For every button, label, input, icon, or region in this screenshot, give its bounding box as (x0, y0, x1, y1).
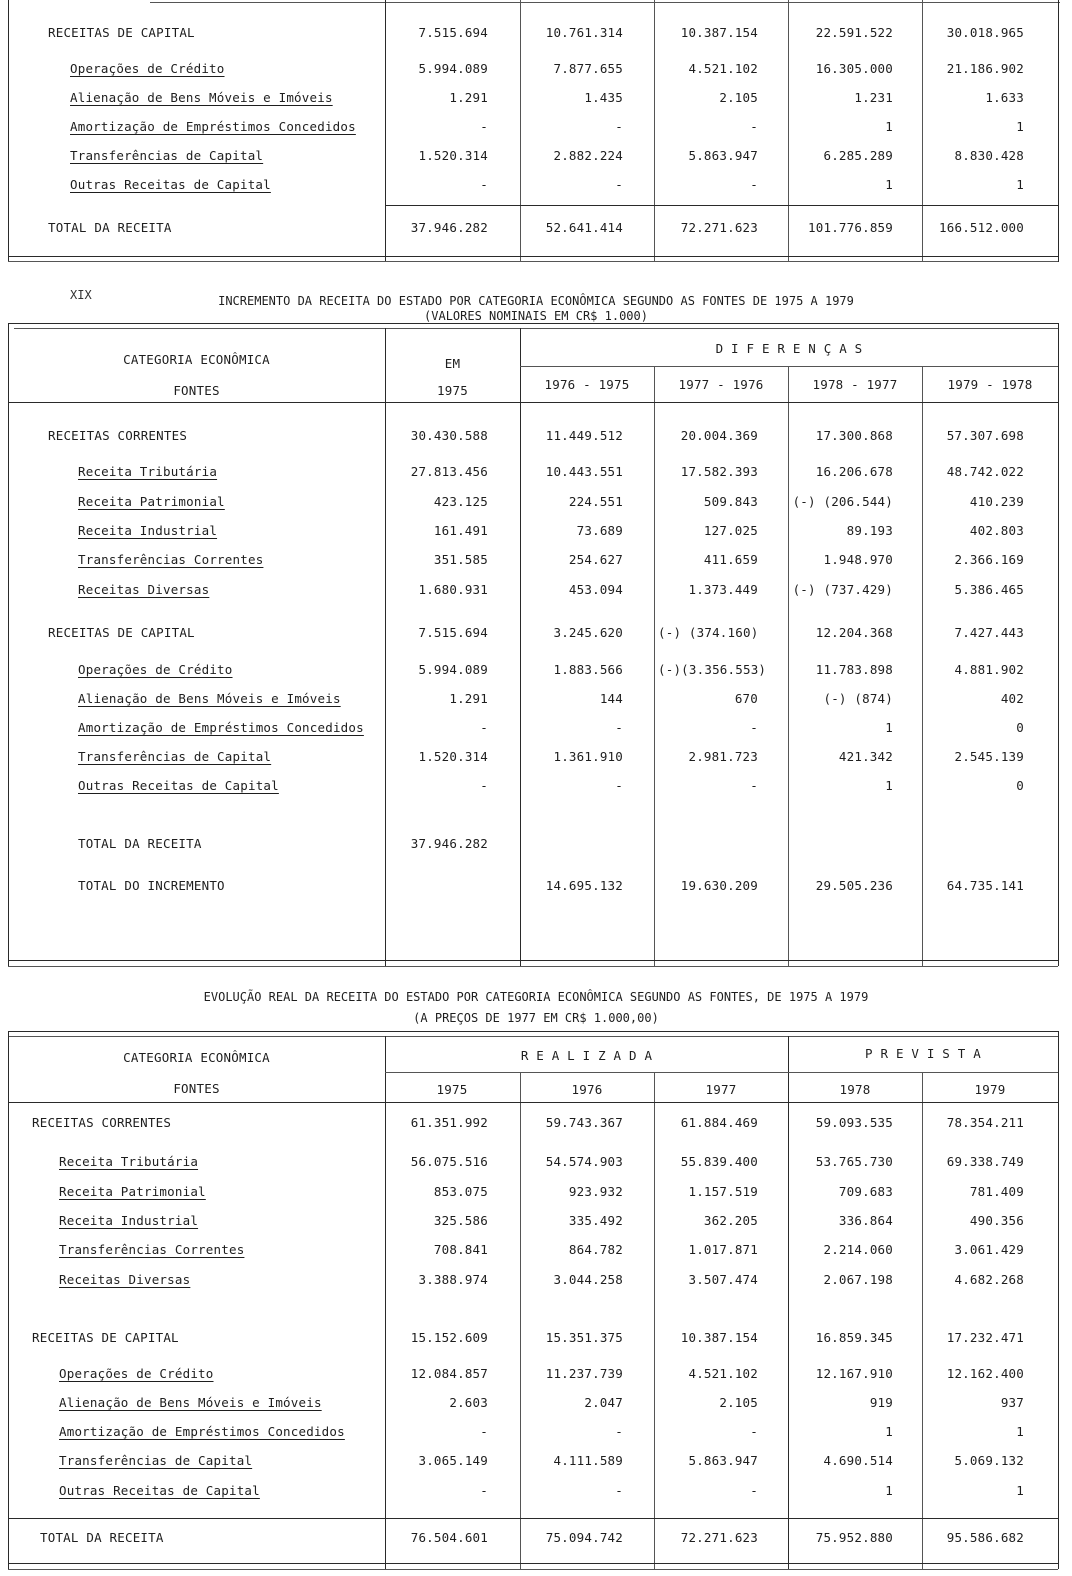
column-divider (922, 1072, 923, 1569)
table-top-border (150, 2, 1060, 3)
value-cell: 54.574.903 (545, 1154, 623, 1169)
value-cell: 75.952.880 (815, 1530, 893, 1545)
value-cell: 57.307.698 (946, 428, 1024, 443)
value-cell: 17.300.868 (815, 428, 893, 443)
value-cell: - (750, 720, 758, 735)
value-cell: - (750, 119, 758, 134)
value-cell: 127.025 (703, 523, 758, 538)
row-label: Receitas Diversas (78, 582, 210, 597)
header-differences: D I F E R E N Ç A S (715, 341, 863, 356)
value-cell: 5.069.132 (954, 1453, 1024, 1468)
table-right-border (1058, 0, 1059, 262)
value-cell: 4.881.902 (954, 662, 1024, 677)
value-cell: 1.291 (449, 691, 488, 706)
row-label: Amortização de Empréstimos Concedidos (70, 119, 356, 134)
value-cell: 2.981.723 (688, 749, 758, 764)
row-label: Receita Industrial (78, 523, 218, 538)
value-cell: 4.690.514 (823, 1453, 893, 1468)
value-cell: 937 (1000, 1395, 1024, 1410)
row-label: Transferências de Capital (78, 749, 272, 764)
table-number: XIX (70, 288, 92, 302)
value-cell: 410.239 (969, 494, 1024, 509)
value-cell: 1.680.931 (418, 582, 488, 597)
table-title: INCREMENTO DA RECEITA DO ESTADO POR CATEGORIA ECONÔMICA SEGUNDO AS FONTES DE 1975 A 1979 (218, 294, 854, 308)
value-cell: 12.084.857 (410, 1366, 488, 1381)
column-divider (385, 328, 386, 966)
value-cell: 1 (1016, 1483, 1024, 1498)
value-cell: (-) (737.429) (792, 582, 893, 597)
value-cell: - (750, 778, 758, 793)
row-label: Amortização de Empréstimos Concedidos (78, 720, 364, 735)
row-label: Receita Tributária (59, 1154, 199, 1169)
value-cell: 509.843 (703, 494, 758, 509)
value-cell: 52.641.414 (545, 220, 623, 235)
row-label: RECEITAS CORRENTES (48, 428, 188, 443)
value-cell: - (615, 1483, 623, 1498)
header-sources: FONTES (173, 383, 220, 398)
table-bottom-border (8, 960, 1058, 961)
value-cell: 1.157.519 (688, 1184, 758, 1199)
value-cell: 16.305.000 (815, 61, 893, 76)
value-cell: 4.521.102 (688, 1366, 758, 1381)
header-realizada: R E A L I Z A D A (520, 1048, 653, 1063)
value-cell: 362.205 (703, 1213, 758, 1228)
value-cell: - (750, 177, 758, 192)
value-cell: (-)(3.356.553) (658, 662, 767, 677)
value-cell: 53.765.730 (815, 1154, 893, 1169)
value-cell: 1 (885, 778, 893, 793)
column-divider (385, 0, 386, 262)
value-cell: 161.491 (433, 523, 488, 538)
column-divider (654, 366, 655, 966)
row-label: Alienação de Bens Móveis e Imóveis (78, 691, 341, 706)
value-cell: - (480, 1483, 488, 1498)
value-cell: 75.094.742 (545, 1530, 623, 1545)
value-cell: 7.427.443 (954, 625, 1024, 640)
value-cell: (-) (374.160) (658, 625, 759, 640)
value-cell: 864.782 (568, 1242, 623, 1257)
header-rule (385, 1072, 1058, 1073)
row-label: RECEITAS DE CAPITAL (32, 1330, 179, 1345)
value-cell: 3.065.149 (418, 1453, 488, 1468)
total-row-rule (385, 205, 1058, 206)
value-cell: 5.386.465 (954, 582, 1024, 597)
value-cell: 1.361.910 (553, 749, 623, 764)
table-bottom-border (8, 256, 1058, 257)
value-cell: 4.111.589 (553, 1453, 623, 1468)
value-cell: 1 (885, 119, 893, 134)
value-cell: 1 (885, 1483, 893, 1498)
value-cell: - (480, 177, 488, 192)
value-cell: 10.443.551 (545, 464, 623, 479)
value-cell: 1 (885, 177, 893, 192)
value-cell: 166.512.000 (939, 220, 1024, 235)
value-cell: 64.735.141 (946, 878, 1024, 893)
row-label: Receita Tributária (78, 464, 218, 479)
value-cell: 0 (1016, 720, 1024, 735)
value-cell: 15.152.609 (410, 1330, 488, 1345)
value-cell: 73.689 (576, 523, 623, 538)
header-bottom-rule (8, 1102, 1058, 1103)
value-cell: 101.776.859 (808, 220, 893, 235)
value-cell: (-) (874) (823, 691, 893, 706)
column-divider (788, 1036, 789, 1569)
row-label: TOTAL DA RECEITA (40, 1530, 164, 1545)
header-period: 1978 - 1977 (812, 377, 898, 392)
value-cell: 3.507.474 (688, 1272, 758, 1287)
row-label: Amortização de Empréstimos Concedidos (59, 1424, 345, 1439)
value-cell: - (480, 119, 488, 134)
value-cell: 1 (1016, 1424, 1024, 1439)
value-cell: 2.105 (719, 1395, 758, 1410)
table-title: EVOLUÇÃO REAL DA RECEITA DO ESTADO POR CATEGORIA ECONÔMICA SEGUNDO AS FONTES, DE 1975 A 1979 (203, 990, 869, 1004)
value-cell: (-) (206.544) (792, 494, 893, 509)
value-cell: 1.291 (449, 90, 488, 105)
header-year: 1976 (571, 1082, 603, 1097)
value-cell: 853.075 (433, 1184, 488, 1199)
value-cell: 78.354.211 (946, 1115, 1024, 1130)
row-label: Operações de Crédito (78, 662, 233, 677)
value-cell: 10.761.314 (545, 25, 623, 40)
value-cell: 708.841 (433, 1242, 488, 1257)
value-cell: 56.075.516 (410, 1154, 488, 1169)
value-cell: 423.125 (433, 494, 488, 509)
value-cell: - (615, 177, 623, 192)
row-label: RECEITAS DE CAPITAL (48, 25, 195, 40)
value-cell: 8.830.428 (954, 148, 1024, 163)
row-label: Outras Receitas de Capital (70, 177, 271, 192)
value-cell: 7.515.694 (418, 625, 488, 640)
value-cell: 16.206.678 (815, 464, 893, 479)
column-divider (788, 366, 789, 966)
column-divider (788, 0, 789, 262)
value-cell: 12.204.368 (815, 625, 893, 640)
value-cell: 15.351.375 (545, 1330, 623, 1345)
value-cell: 11.237.739 (545, 1366, 623, 1381)
column-divider (922, 366, 923, 966)
row-label: TOTAL DA RECEITA (48, 220, 172, 235)
row-label: Operações de Crédito (70, 61, 225, 76)
header-year: 1978 (839, 1082, 871, 1097)
value-cell: 1.017.871 (688, 1242, 758, 1257)
value-cell: 6.285.289 (823, 148, 893, 163)
value-cell: 781.409 (969, 1184, 1024, 1199)
table-top-border (8, 1031, 1058, 1032)
value-cell: 12.162.400 (946, 1366, 1024, 1381)
value-cell: 144 (599, 691, 623, 706)
value-cell: 1 (1016, 119, 1024, 134)
value-cell: - (480, 720, 488, 735)
value-cell: 411.659 (703, 552, 758, 567)
row-label: Transferências Correntes (59, 1242, 245, 1257)
row-label: Transferências de Capital (70, 148, 264, 163)
header-year: 1977 (705, 1082, 737, 1097)
value-cell: 11.783.898 (815, 662, 893, 677)
header-rule (520, 366, 1058, 367)
value-cell: 2.047 (584, 1395, 623, 1410)
table-left-border (8, 0, 9, 262)
table-right-border (1058, 1031, 1059, 1569)
value-cell: 3.245.620 (553, 625, 623, 640)
value-cell: 1.633 (985, 90, 1024, 105)
header-em-year: 1975 (437, 383, 468, 398)
value-cell: 402 (1000, 691, 1024, 706)
row-label: Alienação de Bens Móveis e Imóveis (70, 90, 333, 105)
header-year: 1975 (436, 1082, 468, 1097)
header-prevista: P R E V I S T A (865, 1046, 981, 1061)
value-cell: - (615, 778, 623, 793)
table-top-border (8, 323, 1058, 324)
value-cell: 27.813.456 (410, 464, 488, 479)
column-divider (520, 1072, 521, 1569)
column-divider (520, 328, 521, 966)
value-cell: - (615, 1424, 623, 1439)
value-cell: 2.105 (719, 90, 758, 105)
value-cell: 30.430.588 (410, 428, 488, 443)
value-cell: 335.492 (568, 1213, 623, 1228)
table-left-border (8, 1031, 9, 1569)
value-cell: 17.582.393 (680, 464, 758, 479)
value-cell: 670 (734, 691, 758, 706)
header-category: CATEGORIA ECONÔMICA (123, 352, 270, 367)
value-cell: 61.351.992 (410, 1115, 488, 1130)
value-cell: 11.449.512 (545, 428, 623, 443)
value-cell: 5.863.947 (688, 1453, 758, 1468)
value-cell: 59.093.535 (815, 1115, 893, 1130)
row-label: TOTAL DA RECEITA (78, 836, 202, 851)
value-cell: 16.859.345 (815, 1330, 893, 1345)
value-cell: - (480, 778, 488, 793)
value-cell: 72.271.623 (680, 1530, 758, 1545)
value-cell: 17.232.471 (946, 1330, 1024, 1345)
table-bottom-border (8, 966, 1058, 967)
header-sources: FONTES (173, 1081, 220, 1096)
value-cell: 22.591.522 (815, 25, 893, 40)
value-cell: 4.521.102 (688, 61, 758, 76)
value-cell: 5.863.947 (688, 148, 758, 163)
value-cell: 1.883.566 (553, 662, 623, 677)
value-cell: 21.186.902 (946, 61, 1024, 76)
value-cell: 20.004.369 (680, 428, 758, 443)
row-label: Transferências de Capital (59, 1453, 253, 1468)
row-label: TOTAL DO INCREMENTO (78, 878, 225, 893)
row-label: Outras Receitas de Capital (78, 778, 279, 793)
table-left-border (8, 323, 9, 966)
header-year: 1979 (974, 1082, 1006, 1097)
table-right-border (1058, 323, 1059, 966)
table-subtitle: (VALORES NOMINAIS EM CR$ 1.000) (424, 309, 648, 323)
value-cell: 5.994.089 (418, 662, 488, 677)
row-label: Receita Industrial (59, 1213, 199, 1228)
value-cell: 923.932 (568, 1184, 623, 1199)
value-cell: 336.864 (838, 1213, 893, 1228)
value-cell: 2.882.224 (553, 148, 623, 163)
row-label: Receita Patrimonial (78, 494, 225, 509)
value-cell: 402.803 (969, 523, 1024, 538)
value-cell: 1.373.449 (688, 582, 758, 597)
row-label: Transferências Correntes (78, 552, 264, 567)
column-divider (654, 0, 655, 262)
value-cell: 89.193 (846, 523, 893, 538)
table-top-border (14, 328, 1058, 329)
value-cell: 3.061.429 (954, 1242, 1024, 1257)
value-cell: 1 (1016, 177, 1024, 192)
header-bottom-rule (8, 402, 1058, 403)
header-em: EM (444, 356, 461, 371)
value-cell: 1.435 (584, 90, 623, 105)
value-cell: 95.586.682 (946, 1530, 1024, 1545)
row-label: Receita Patrimonial (59, 1184, 206, 1199)
value-cell: 0 (1016, 778, 1024, 793)
value-cell: 3.044.258 (553, 1272, 623, 1287)
value-cell: 1.231 (854, 90, 893, 105)
value-cell: 254.627 (568, 552, 623, 567)
header-category: CATEGORIA ECONÔMICA (123, 1050, 270, 1065)
value-cell: 919 (869, 1395, 893, 1410)
value-cell: 55.839.400 (680, 1154, 758, 1169)
value-cell: 453.094 (568, 582, 623, 597)
value-cell: 2.067.198 (823, 1272, 893, 1287)
value-cell: 2.366.169 (954, 552, 1024, 567)
value-cell: 61.884.469 (680, 1115, 758, 1130)
value-cell: - (750, 1483, 758, 1498)
column-divider (385, 1036, 386, 1569)
value-cell: 10.387.154 (680, 25, 758, 40)
value-cell: 30.018.965 (946, 25, 1024, 40)
header-period: 1977 - 1976 (678, 377, 764, 392)
value-cell: 351.585 (433, 552, 488, 567)
value-cell: 7.515.694 (418, 25, 488, 40)
row-label: RECEITAS DE CAPITAL (48, 625, 195, 640)
value-cell: 709.683 (838, 1184, 893, 1199)
value-cell: 2.545.139 (954, 749, 1024, 764)
total-row-rule (8, 1518, 1058, 1519)
value-cell: 76.504.601 (410, 1530, 488, 1545)
value-cell: 37.946.282 (410, 220, 488, 235)
column-divider (922, 0, 923, 262)
value-cell: 10.387.154 (680, 1330, 758, 1345)
row-label: Receitas Diversas (59, 1272, 191, 1287)
value-cell: 2.214.060 (823, 1242, 893, 1257)
table-bottom-border (8, 1563, 1058, 1564)
value-cell: 1.520.314 (418, 148, 488, 163)
value-cell: 4.682.268 (954, 1272, 1024, 1287)
value-cell: 3.388.974 (418, 1272, 488, 1287)
table-top-border (8, 1036, 1058, 1037)
value-cell: 224.551 (568, 494, 623, 509)
value-cell: 14.695.132 (545, 878, 623, 893)
value-cell: 1.520.314 (418, 749, 488, 764)
value-cell: - (480, 1424, 488, 1439)
row-label: Alienação de Bens Móveis e Imóveis (59, 1395, 322, 1410)
value-cell: 29.505.236 (815, 878, 893, 893)
value-cell: - (750, 1424, 758, 1439)
value-cell: 1 (885, 720, 893, 735)
value-cell: 59.743.367 (545, 1115, 623, 1130)
value-cell: 490.356 (969, 1213, 1024, 1228)
row-label: Outras Receitas de Capital (59, 1483, 260, 1498)
value-cell: 421.342 (838, 749, 893, 764)
header-period: 1979 - 1978 (947, 377, 1033, 392)
header-period: 1976 - 1975 (544, 377, 630, 392)
value-cell: 19.630.209 (680, 878, 758, 893)
value-cell: 2.603 (449, 1395, 488, 1410)
value-cell: 1 (885, 1424, 893, 1439)
row-label: Operações de Crédito (59, 1366, 214, 1381)
value-cell: - (615, 720, 623, 735)
column-divider (654, 1072, 655, 1569)
table-subtitle: (A PREÇOS DE 1977 EM CR$ 1.000,00) (413, 1011, 659, 1025)
value-cell: 12.167.910 (815, 1366, 893, 1381)
column-divider (520, 0, 521, 262)
table-bottom-border (8, 1569, 1058, 1570)
table-bottom-border (8, 261, 1058, 262)
value-cell: 1.948.970 (823, 552, 893, 567)
value-cell: 7.877.655 (553, 61, 623, 76)
value-cell: 5.994.089 (418, 61, 488, 76)
value-cell: - (615, 119, 623, 134)
row-label: RECEITAS CORRENTES (32, 1115, 172, 1130)
value-cell: 325.586 (433, 1213, 488, 1228)
value-cell: 69.338.749 (946, 1154, 1024, 1169)
value-cell: 72.271.623 (680, 220, 758, 235)
value-cell: 37.946.282 (410, 836, 488, 851)
value-cell: 48.742.022 (946, 464, 1024, 479)
